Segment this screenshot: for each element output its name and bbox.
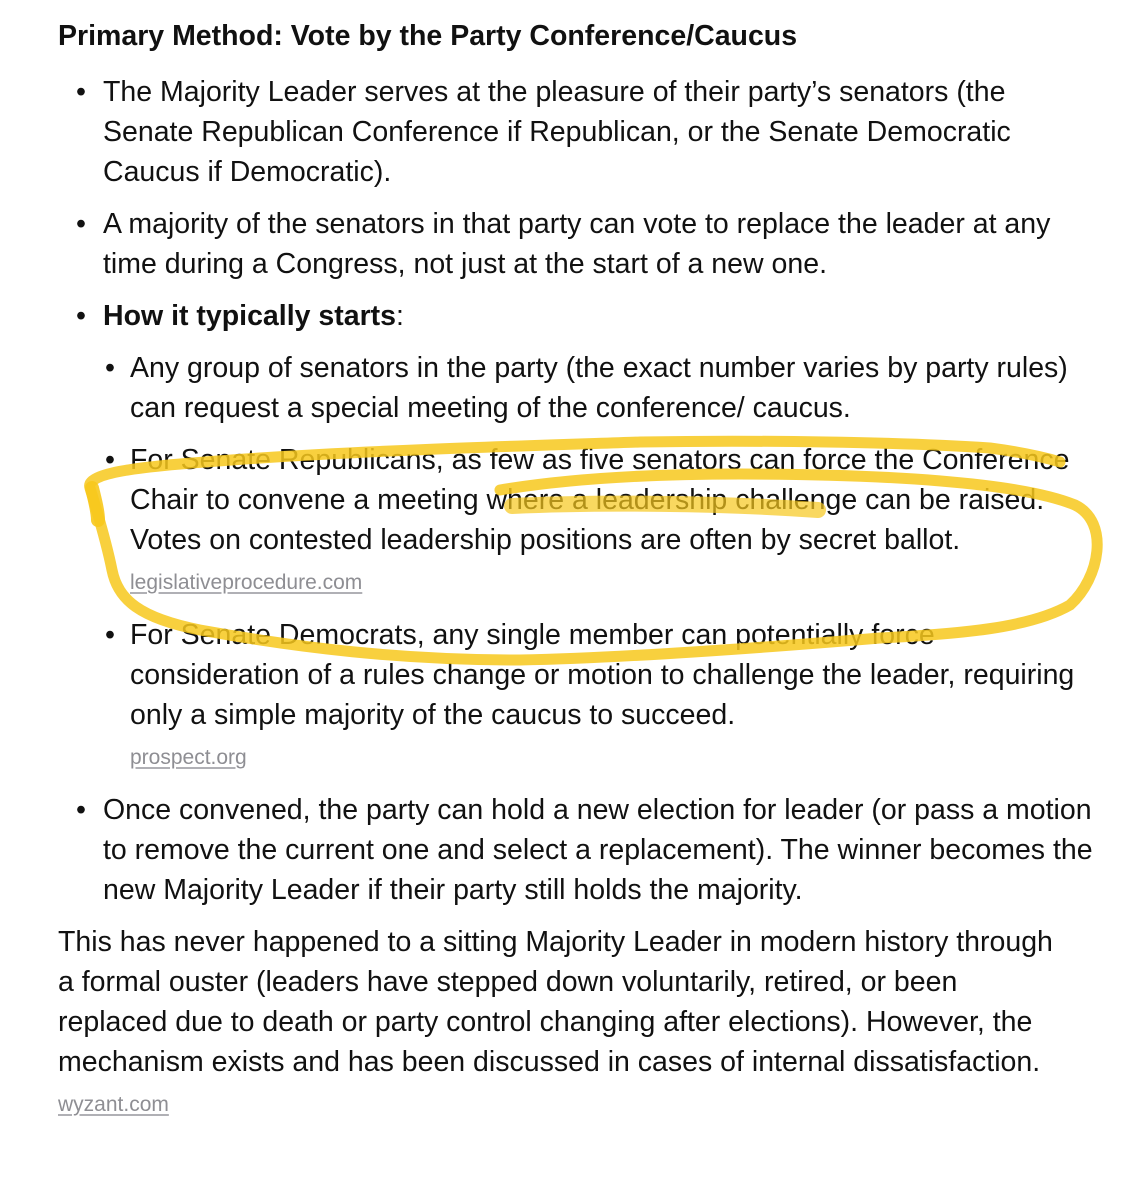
source-link-prospect[interactable]: prospect.org	[130, 746, 247, 769]
sub-bullet-item	[85, 348, 1098, 428]
sub-bullet-item	[85, 615, 1098, 778]
bullet-text: Once convened, the party can hold a new election for leader (or pass a motion to remove the current one and select a replacement). The winner becomes the new Majority Leader if their party still holds the majority.	[103, 794, 1093, 906]
bullet-colon: :	[396, 300, 404, 332]
section-heading: Primary Method: Vote by the Party Conference/Caucus	[58, 20, 798, 52]
bullet-item	[58, 72, 1098, 192]
bullet-list	[58, 72, 1098, 910]
closing-paragraph	[58, 922, 1068, 1125]
bullet-text: A majority of the senators in that party can vote to replace the leader at any time during a Congress, not just at the start of a new one.	[103, 208, 1051, 280]
sub-bullet-text: For Senate Republicans, as few as five senators can force the Conference Chair to convene a meeting where a leadership challenge can be raised. Votes on contested leadership positions are often by secret ballot.	[130, 444, 1070, 556]
sub-bullet-text: For Senate Democrats, any single member can potentially force consideration of a rules change or motion to challenge the leader, requiring only a simple majority of the caucus to succeed.	[130, 619, 1075, 731]
bullet-item	[58, 204, 1098, 284]
sub-bullet-text: Any group of senators in the party (the exact number varies by party rules) can request a special meeting of the conference/ caucus.	[130, 352, 1068, 424]
sub-bullet-item-highlighted	[85, 440, 1098, 603]
document-body	[58, 16, 1098, 1125]
source-link-wyzant[interactable]: wyzant.com	[58, 1093, 169, 1116]
bullet-item	[58, 296, 1098, 778]
bullet-bold-text: How it typically starts	[103, 300, 397, 332]
closing-text: This has never happened to a sitting Majority Leader in modern history through a formal ouster (leaders have stepped down voluntarily, retired, or been replaced due to death or party control changing after elections). However, the mechanism exists and has been discussed in cases of internal dissatisfaction.	[58, 926, 1053, 1078]
bullet-text: The Majority Leader serves at the pleasure of their party’s senators (the Senate Republican Conference if Republican, or the Senate Democratic Caucus if Democratic).	[103, 76, 1011, 188]
bullet-item	[58, 790, 1098, 910]
source-link-legislativeprocedure[interactable]: legislativeprocedure.com	[130, 571, 363, 594]
sub-bullet-list	[85, 348, 1098, 778]
